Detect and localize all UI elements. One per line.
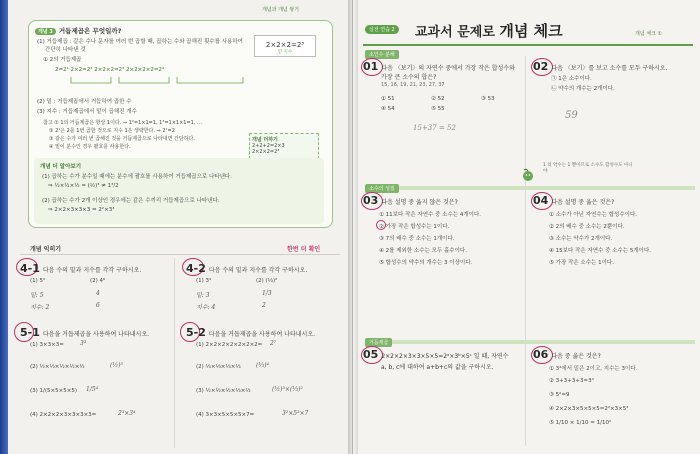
section-practice: 개념 익히기 — [30, 246, 62, 253]
circled-answer-mark — [376, 220, 386, 230]
concept-line: ④ 밑이 분수인 경우 괄호를 사용한다. — [49, 144, 131, 150]
concept-line: 2=2¹ 2×2=2² 2×2×2=2³ 2×2×2×2=2⁴ — [55, 67, 165, 73]
answer-option: ④ 2를 제외한 소수는 모두 홀수이다. — [379, 248, 467, 254]
problem-sub: (3) 1/(5×5×5×5) — [30, 388, 78, 394]
concept-line: (1) 거듭제곱 : 같은 수나 문자를 여러 번 곱할 때, 곱하는 수와 곱해진 횟수를 사용하여 — [37, 39, 243, 45]
handwritten-answer: 2⁷ — [270, 340, 277, 347]
problem-sub: (2) 4⁶ — [90, 278, 106, 284]
handwritten-answer: 1/5⁴ — [86, 386, 99, 393]
problem-sub: (1) 3⁴ — [196, 278, 212, 284]
pencil-work: 59 — [565, 110, 578, 121]
extra-concept-line: (1) 곱하는 수가 분수일 때에는 분수에 괄호를 사용하여 거듭제곱으로 나타낸다. — [42, 174, 232, 180]
problem-5-2: 5-2 다음을 거듭제곱을 사용하여 나타내시오. — [186, 326, 316, 339]
extra-concept-title: 개념 더 알아보기 — [40, 164, 82, 170]
handwritten-answer: (½)⁵ — [110, 362, 123, 369]
handwritten-answer: (⅓)⁴ — [256, 362, 269, 369]
book-binding-edge — [0, 0, 8, 454]
answer-option: ① 3⁴에서 밑은 2이고, 지수는 3이다. — [549, 366, 638, 372]
handwritten-answer: 6 — [96, 302, 100, 309]
section-strip — [365, 186, 695, 190]
answer-option: ④ 54 — [381, 106, 395, 112]
formula-box: 2×2×2=2³ 밑 지수 — [254, 35, 316, 57]
problem-sub: (2) (⅓)² — [256, 278, 278, 284]
concept-line: 간단히 나타낸 것 — [45, 47, 86, 53]
handwritten-answer: 3³ — [80, 340, 87, 347]
problem-sub: (1) 2×2×2×2×2×2×2= — [196, 342, 263, 348]
handwritten-answer: (½)³×(⅓)² — [272, 386, 303, 393]
answer-option: ⑤ 1/10 × 1/10 = 1/10² — [549, 420, 612, 426]
problem-4-1: 4-1 다음 수의 밑과 지수를 각각 구하시오. — [20, 262, 142, 275]
problem-5-1: 5-1 다음을 거듭제곱을 사용하여 나타내시오. — [20, 326, 150, 339]
page-title: 교과서 문제로 개념 체크 — [415, 22, 563, 40]
handwritten-answer: 2³×3⁴ — [118, 410, 136, 417]
section-recheck: 한번 더 확인 — [287, 246, 321, 253]
answer-option: ③ 7의 배수 중 소수는 1개이다. — [379, 236, 455, 242]
book-spine — [348, 0, 358, 454]
right-header-tag: 개념 체크 ① — [635, 31, 662, 37]
hint-bubble: 1 의 약수는 1 뿐이므로 소수도 합성수도 아니야 — [543, 163, 633, 174]
answer-option: ㉠ 1은 소수이다. — [551, 76, 592, 82]
answer-option: ① 11보다 작은 자연수 중 소수는 4개이다. — [379, 212, 482, 218]
answer-option: ⑤ 가장 작은 소수는 1이다. — [549, 260, 614, 266]
handwritten-answer: 4 — [96, 290, 100, 297]
concept-line: ② 2¹은 2를 1번 곱한 것으로 지수 1은 생략한다. ⇒ 2¹=2 — [49, 128, 175, 134]
right-page — [353, 0, 700, 454]
question-text: 가장 큰 소수의 합은? — [381, 74, 437, 81]
answer-option: ② 2의 배수 중 소수는 2뿐이다. — [549, 224, 625, 230]
left-header-tag: 개념과 개념 쌓기 — [262, 7, 299, 13]
answer-option: ③ 소수는 약수가 2개이다. — [549, 236, 613, 242]
handwritten-answer: 2 — [262, 302, 266, 309]
problem-sub: (1) 3×3×3= — [30, 342, 64, 348]
answer-option: ④ 15보다 작은 자연수 중 소수는 5개이다. — [549, 248, 652, 254]
handwritten-answer: 3²×5³×7 — [282, 410, 309, 417]
extra-concept-line: ⇒ 2×2×3×3×3 = 2²×3³ — [48, 207, 115, 213]
question-02: 02 다음 〈보기〉를 보고 소수를 모두 구하시오. — [533, 60, 668, 73]
section-divider — [20, 254, 340, 255]
problem-sub: (2) ½×½×½×½×½ — [30, 364, 85, 370]
title-bar — [363, 20, 693, 42]
handwritten-answer: 지수: 2 — [30, 304, 50, 311]
answer-option: ① 51 — [381, 96, 395, 102]
concept-line: ① 2의 거듭제곱 — [43, 57, 82, 63]
problem-sub: (4) 2×2×2×3×3×3×3= — [30, 412, 97, 418]
practice-badge: 실전 연습 2 — [365, 25, 399, 34]
extra-concept-box — [34, 158, 324, 224]
problem-sub: (2) ⅓×⅓×⅓×⅓ — [196, 364, 241, 370]
concept-line: ③ 같은 수가 여러 번 곱해진 것을 거듭제곱으로 나타내면 간단하다. — [49, 136, 195, 142]
problem-4-2: 4-2 다음 수의 밑과 지수를 각각 구하시오. — [186, 262, 308, 275]
concept-tag: 개념 3 — [35, 28, 56, 35]
question-03: 03 다음 설명 중 옳지 않은 것은? — [363, 194, 458, 207]
question-06: 06 다음 중 옳은 것은? — [533, 348, 601, 361]
side-note: 개념 더하기 2+2+2=2×3 2×2×2=2³ — [249, 133, 319, 159]
tab-prime-property: 소수의 성질 — [365, 184, 399, 193]
answer-option: ⑤ 55 — [431, 106, 445, 112]
answer-option: ③ 5²=9 — [549, 392, 570, 398]
handwritten-answer: 밑: 5 — [30, 292, 44, 299]
column-divider — [174, 258, 175, 448]
concept-heading: 개념 3 거듭제곱은 무엇일까? — [35, 26, 121, 35]
tab-factorization: 소인수 분해 — [365, 50, 399, 59]
question-01: 01 다음 〈보기〉의 자연수 중에서 가장 작은 합성수와 — [363, 60, 515, 73]
answer-option: ⑤ 합성수의 약수의 개수는 3 이상이다. — [379, 260, 473, 266]
extra-concept-line: (2) 곱하는 수가 2개 이상인 경우에는 같은 수끼리 거듭제곱으로 나타낸다. — [42, 198, 220, 204]
answer-option: ② 3+3+3+3=3⁴ — [549, 378, 594, 384]
concept-line: (3) 지수 : 거듭제곱에서 밑이 곱해진 개수 — [37, 109, 137, 115]
answer-option: ㉡ 약수의 개수는 2개이다. — [551, 86, 615, 92]
answer-option: ③ 53 — [481, 96, 495, 102]
handwritten-answer: 밑: 3 — [196, 292, 210, 299]
question-05: 05 2×2×2×3×3×5×5=2ᵃ×3ᵇ×5ᶜ 일 때, 자연수 — [363, 348, 509, 361]
handwritten-answer: 지수: 4 — [196, 304, 216, 311]
answer-option: ② 52 — [431, 96, 445, 102]
handwritten-answer: 1/3 — [262, 290, 272, 297]
concept-line: 참고 ① 1의 거듭제곱은 항상 1이다. ⇒ 1²=1×1=1, 1³=1×1×1=1, … — [43, 120, 203, 126]
pencil-work: 15+37 = 52 — [413, 124, 456, 132]
problem-sub: (4) 3×3×5×5×5×7= — [196, 412, 255, 418]
title-underline — [363, 44, 693, 46]
section-strip — [365, 340, 695, 344]
question-04: 04 다음 설명 중 옳은 것은? — [533, 194, 615, 207]
tab-power: 거듭제곱 — [365, 338, 392, 347]
answer-option: ④ 2×2×3×5×5×5=2²×3×5³ — [549, 406, 629, 412]
answer-option: ① 소수가 아닌 자연수는 합성수이다. — [549, 212, 638, 218]
question-data-box: 15, 16, 19, 21, 23, 27, 37 — [381, 82, 445, 88]
mascot-icon — [521, 168, 535, 182]
problem-sub: (3) ½×½×½×⅓×⅓ — [196, 388, 251, 394]
column-divider — [525, 56, 526, 446]
question-text: a, b, c에 대하여 a+b+c의 값을 구하시오. — [381, 364, 494, 371]
answer-option: ② 가장 작은 합성수는 1이다. — [379, 224, 450, 230]
bracket-diagram — [69, 75, 249, 91]
problem-sub: (1) 5² — [30, 278, 46, 284]
extra-concept-line: ⇒ ½×½×½ = (½)³ ≠ 1³/2 — [48, 183, 119, 189]
concept-line: (2) 밑 : 거듭제곱에서 거듭하여 곱한 수 — [37, 99, 132, 105]
